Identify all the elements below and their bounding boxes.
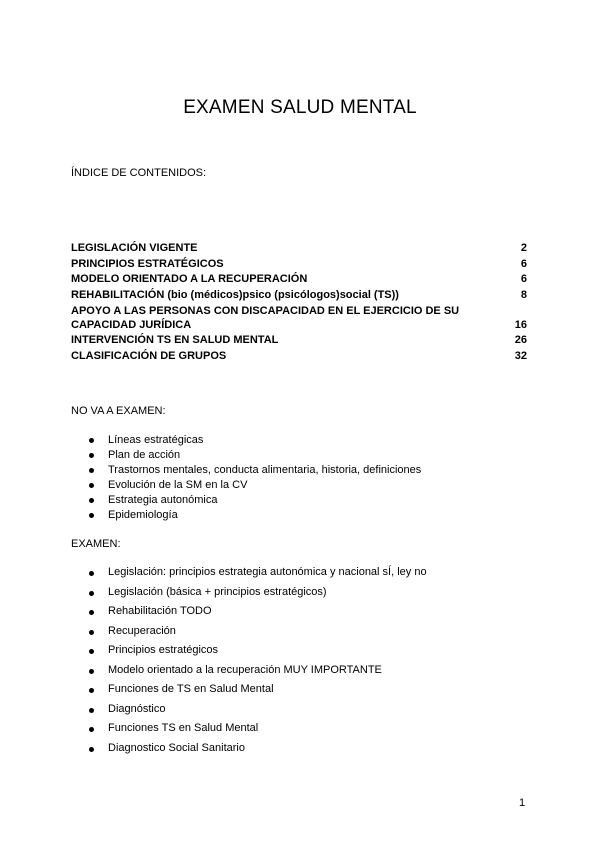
list-item-text: Diagnostico Social Sanitario bbox=[108, 741, 245, 754]
bullet-icon bbox=[89, 483, 94, 488]
exam-label: EXAMEN: bbox=[71, 538, 121, 550]
list-item-text: Epidemiología bbox=[108, 509, 178, 521]
list-item bbox=[89, 703, 427, 716]
toc-entry bbox=[71, 257, 527, 271]
toc-entry-title: PRINCIPIOS ESTRATÉGICOS bbox=[71, 257, 224, 270]
list-item bbox=[89, 566, 427, 579]
exam-list bbox=[89, 566, 427, 761]
index-heading: ÍNDICE DE CONTENIDOS: bbox=[71, 167, 207, 179]
list-item bbox=[89, 478, 421, 493]
bullet-icon bbox=[89, 649, 94, 654]
list-item-text: Legislación: principios estrategia autonómica y nacional sÍ, ley no bbox=[108, 566, 427, 578]
toc-entry-title: CLASIFICACIÓN DE GRUPOS bbox=[71, 350, 227, 363]
list-item bbox=[89, 722, 427, 735]
bullet-icon bbox=[89, 513, 94, 518]
list-item bbox=[89, 683, 427, 696]
document-title: EXAMEN SALUD MENTAL bbox=[183, 97, 417, 118]
bullet-icon bbox=[89, 571, 94, 576]
toc-entry-title: INTERVENCIÓN TS EN SALUD MENTAL bbox=[71, 334, 279, 347]
list-item bbox=[89, 463, 421, 478]
list-item-text: Funciones de TS en Salud Mental bbox=[108, 683, 274, 695]
list-item bbox=[89, 448, 421, 463]
list-item bbox=[89, 605, 427, 618]
toc-entry-title: REHABILITACIÓN (bio (médicos)psico (psicólogos)social (TS)) bbox=[71, 289, 399, 302]
no-exam-label: NO VA A EXAMEN: bbox=[71, 405, 166, 417]
list-item-text: Evolución de la SM en la CV bbox=[108, 479, 248, 491]
table-of-contents bbox=[71, 241, 527, 365]
bullet-icon bbox=[89, 498, 94, 503]
list-item-text: Recuperación bbox=[108, 624, 176, 637]
list-item-text: Diagnóstico bbox=[108, 702, 166, 715]
toc-entry-title: LEGISLACIÓN VIGENTE bbox=[71, 242, 198, 254]
list-item bbox=[89, 493, 421, 508]
toc-entry bbox=[71, 304, 527, 332]
toc-entry-title: MODELO ORIENTADO A LA RECUPERACIÓN bbox=[71, 273, 308, 286]
bullet-icon bbox=[89, 468, 94, 473]
toc-entry bbox=[71, 288, 527, 302]
list-item-text: Principios estratégicos bbox=[108, 644, 219, 656]
bullet-icon bbox=[89, 747, 94, 752]
list-item-text: Rehabilitación TODO bbox=[108, 605, 212, 617]
list-item bbox=[89, 644, 427, 657]
bullet-icon bbox=[89, 438, 94, 443]
list-item bbox=[89, 664, 427, 677]
toc-entry bbox=[71, 241, 527, 255]
page-number: 1 bbox=[519, 797, 526, 809]
toc-entry bbox=[71, 272, 527, 286]
toc-entry-page: 32 bbox=[514, 350, 527, 363]
toc-entry-page: 6 bbox=[520, 273, 527, 286]
toc-entry-page: 8 bbox=[520, 289, 527, 302]
toc-entry-page: 2 bbox=[520, 242, 527, 254]
bullet-icon bbox=[89, 688, 94, 693]
list-item-text: Plan de acción bbox=[108, 449, 181, 461]
bullet-icon bbox=[89, 591, 94, 596]
toc-entry bbox=[71, 349, 527, 363]
bullet-icon bbox=[89, 630, 94, 635]
toc-entry bbox=[71, 333, 527, 347]
bullet-icon bbox=[89, 453, 94, 458]
list-item bbox=[89, 742, 427, 755]
toc-entry-title: APOYO A LAS PERSONAS CON DISCAPACIDAD EN EL EJERCICIO DE SU CAPACIDAD JURÍDICA bbox=[71, 304, 460, 331]
list-item-text: Funciones TS en Salud Mental bbox=[108, 722, 259, 734]
no-exam-list bbox=[89, 433, 421, 523]
list-item-text: Legislación (básica + principios estratégicos) bbox=[108, 585, 327, 598]
list-item-text: Estrategia autonómica bbox=[108, 494, 218, 506]
toc-entry-page: 6 bbox=[520, 257, 527, 270]
bullet-icon bbox=[89, 669, 94, 674]
list-item bbox=[89, 508, 421, 523]
list-item bbox=[89, 586, 427, 599]
list-item-text: Trastornos mentales, conducta alimentaria, historia, definiciones bbox=[108, 464, 422, 476]
bullet-icon bbox=[89, 610, 94, 615]
bullet-icon bbox=[89, 708, 94, 713]
list-item-text: Modelo orientado a la recuperación MUY IMPORTANTE bbox=[108, 663, 382, 676]
bullet-icon bbox=[89, 727, 94, 732]
toc-entry-page: 16 bbox=[514, 318, 527, 331]
list-item-text: Líneas estratégicas bbox=[108, 434, 204, 446]
toc-entry-page: 26 bbox=[514, 334, 527, 347]
list-item bbox=[89, 625, 427, 638]
list-item bbox=[89, 433, 421, 448]
